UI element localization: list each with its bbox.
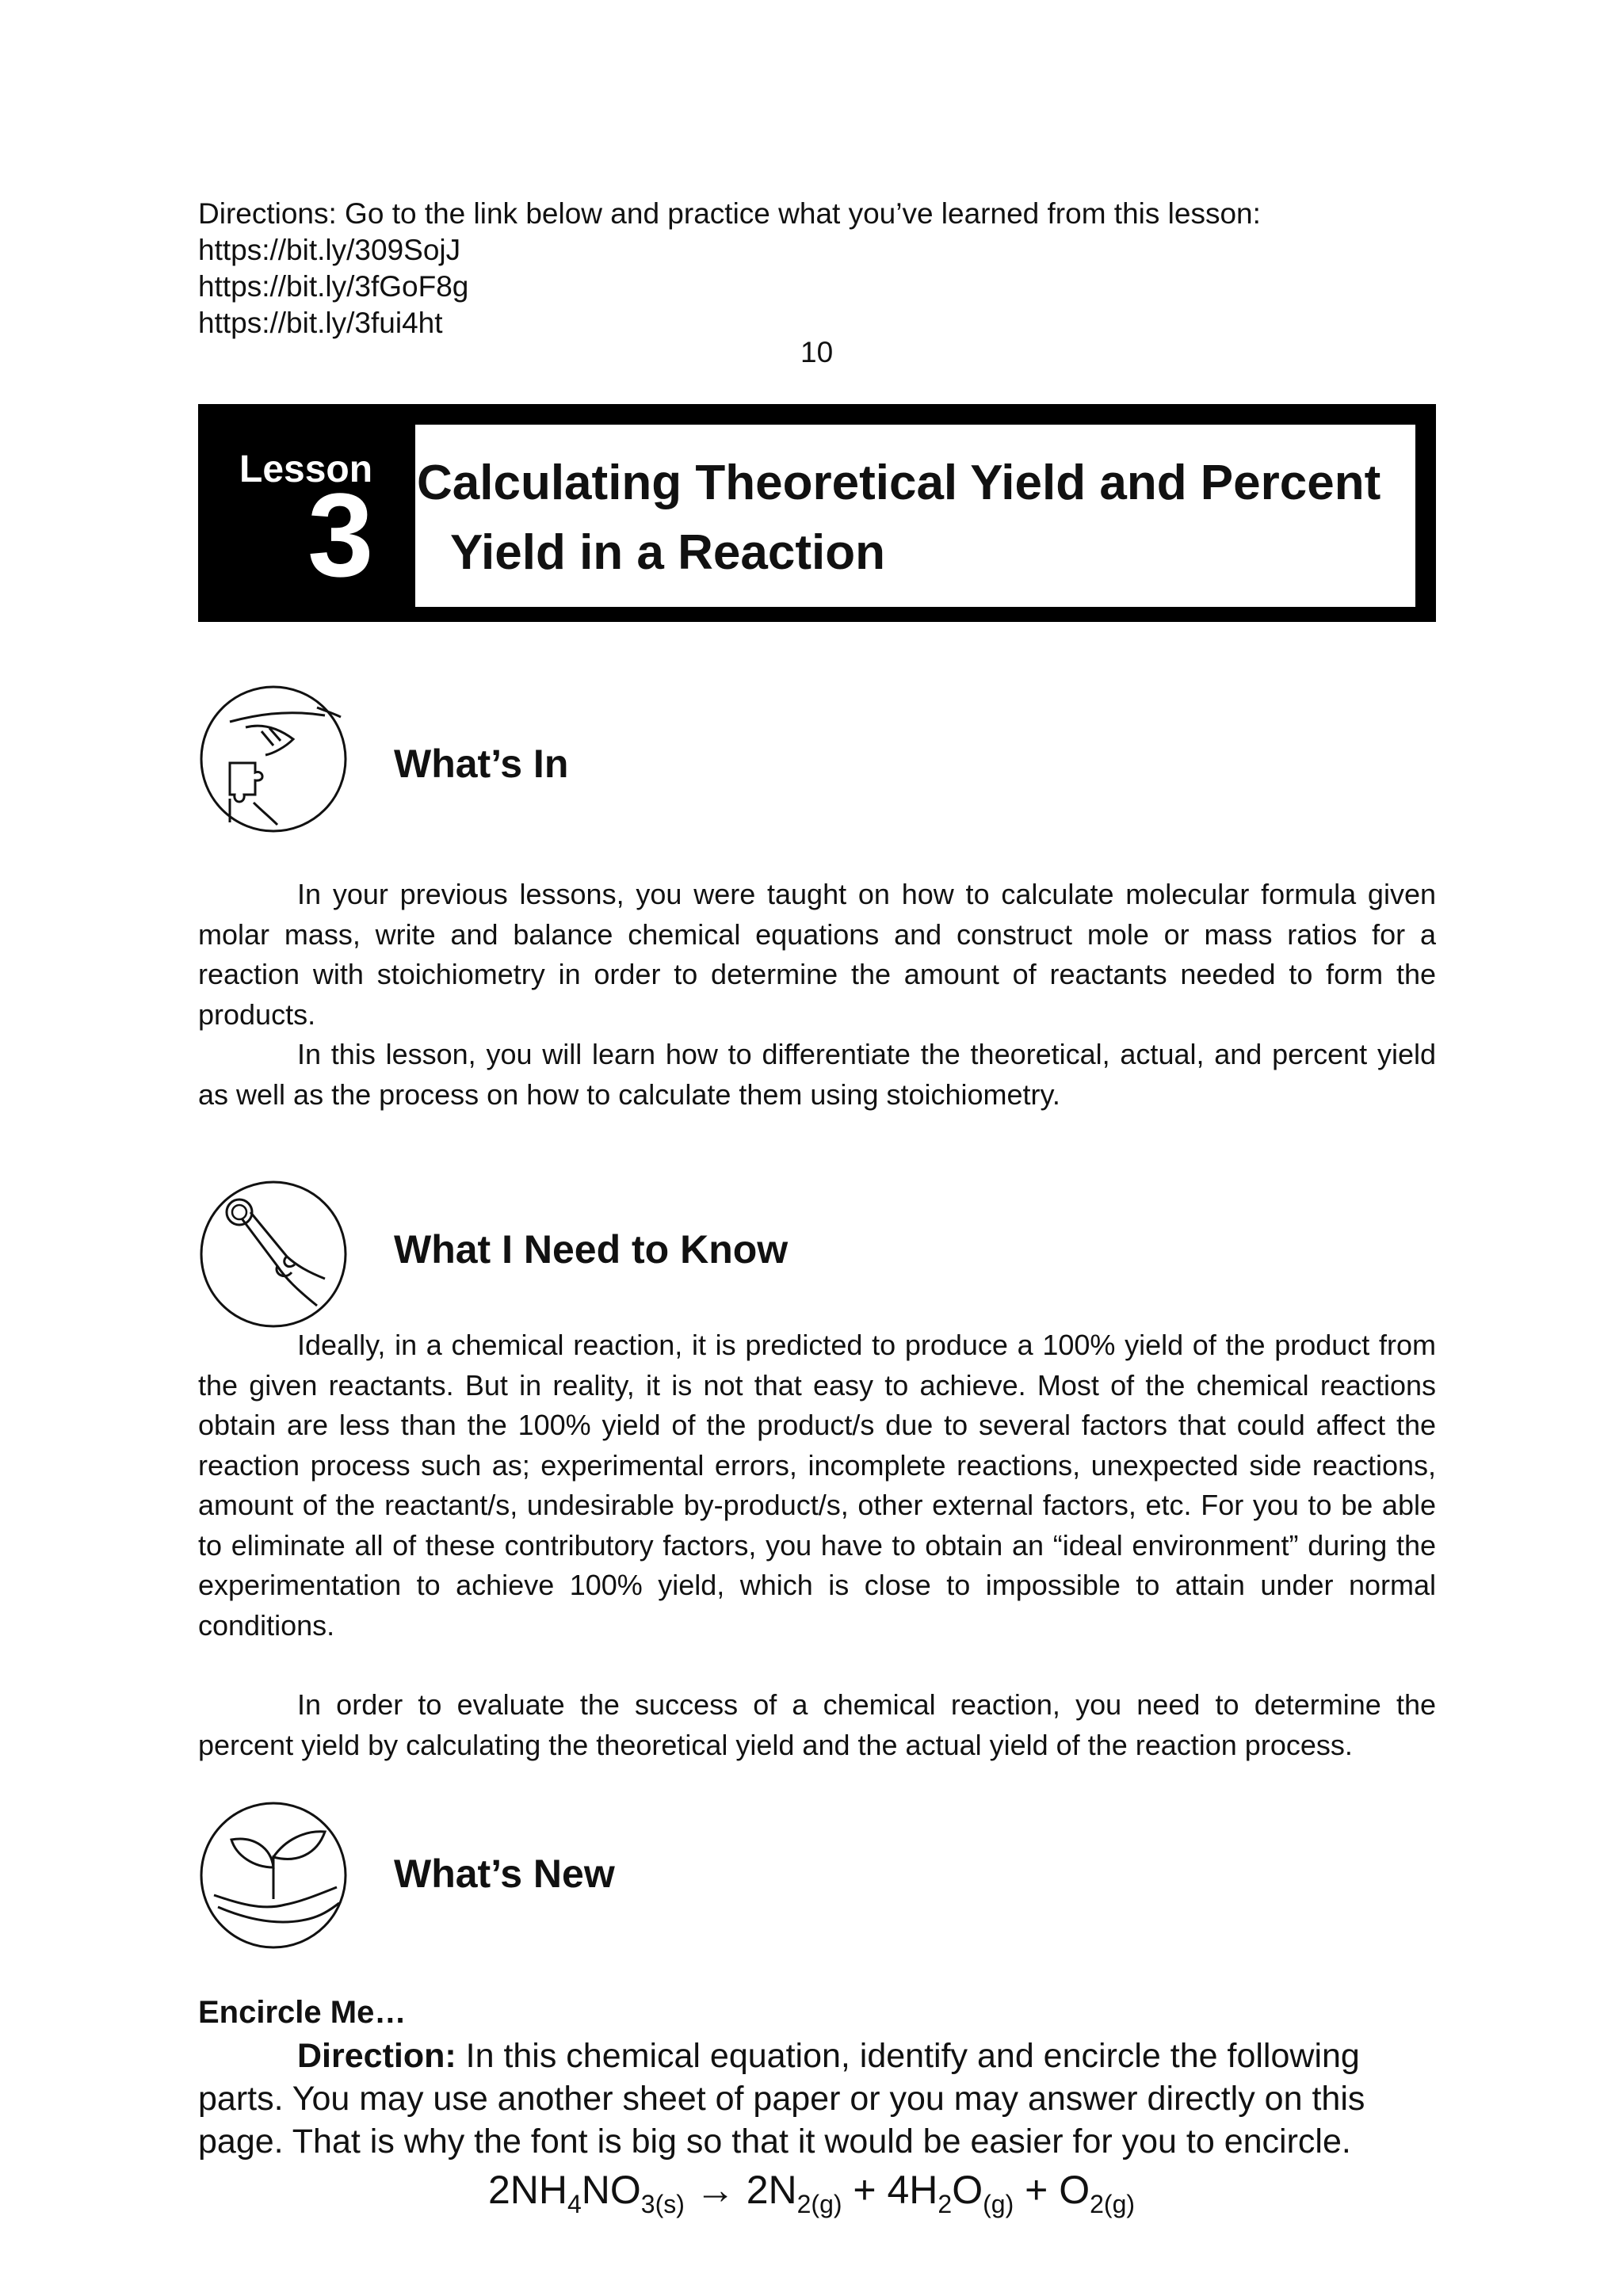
lesson-title-line1: Calculating Theoretical Yield and Percent bbox=[417, 456, 1381, 510]
link-3[interactable]: https://bit.ly/3fui4ht bbox=[198, 307, 443, 339]
whats-in-paragraph-1: In your previous lessons, you were taught on how to calculate molecular formula given molar mass, write and balance chemical equations and construct mole or mass ratios for a reaction with stoichiometry in order to determine the amount of reactants needed to form the products. bbox=[198, 878, 1436, 1031]
reactant-1-state: 3(s) bbox=[640, 2190, 685, 2218]
whats-in-paragraph-2: In this lesson, you will learn how to differentiate the theoretical, actual, and percent yield as well as the process on how to calculate them using stoichiometry. bbox=[198, 1038, 1436, 1111]
reactant-1: 2NH bbox=[487, 2168, 567, 2212]
what-i-need-to-know-heading: What I Need to Know bbox=[394, 1227, 789, 1272]
product-1: 2N bbox=[746, 2168, 797, 2212]
chemical-equation bbox=[0, 2167, 1623, 2219]
arrow: → bbox=[684, 2168, 747, 2212]
page-number: 10 bbox=[800, 336, 834, 368]
what-i-need-to-know-body bbox=[198, 1325, 1436, 1765]
product-1-sub: 2(g) bbox=[796, 2190, 842, 2218]
direction-text: In this chemical equation, identify and encircle the following parts. You may use another sheet of paper or you may answer directly on this page. That is why the font is big so that it would be easier for you to encircle. bbox=[198, 2037, 1365, 2161]
plus-1: + bbox=[842, 2168, 888, 2212]
hand-puzzle-icon bbox=[198, 684, 349, 834]
product-2: 4H bbox=[887, 2168, 938, 2212]
activity-direction bbox=[198, 2035, 1436, 2163]
direction-label: Direction: bbox=[297, 2037, 456, 2075]
product-2-state: (g) bbox=[983, 2190, 1014, 2218]
product-2-sub-1: 2 bbox=[938, 2190, 953, 2218]
what-i-need-to-know-paragraph-2: In order to evaluate the success of a chemical reaction, you need to determine the percent yield by calculating the theoretical yield and the actual yield of the reaction process. bbox=[198, 1688, 1436, 1761]
finger-press-icon bbox=[198, 1179, 349, 1329]
whats-in-body bbox=[198, 875, 1436, 1115]
lesson-number: 3 bbox=[307, 468, 374, 601]
product-3: O bbox=[1059, 2168, 1090, 2212]
whats-in-heading: What’s In bbox=[394, 742, 569, 786]
reactant-1-mid: NO bbox=[581, 2168, 641, 2212]
link-2[interactable]: https://bit.ly/3fGoF8g bbox=[198, 270, 469, 303]
lesson-title-box bbox=[411, 420, 1420, 612]
directions-text: Directions: Go to the link below and practice what you’ve learned from this lesson: bbox=[198, 197, 1261, 230]
product-2-mid: O bbox=[952, 2168, 983, 2212]
reactant-1-sub-1: 4 bbox=[567, 2190, 582, 2218]
lesson-banner bbox=[198, 404, 1436, 622]
what-i-need-to-know-paragraph-1: Ideally, in a chemical reaction, it is predicted to produce a 100% yield of the product from the given reactants. But in reality, it is not that easy to achieve. Most of the chemical reactions obtain are less than the 100% yield of the product/s due to several factors that could affect the reaction process such as; experimental errors, incomplete reactions, unexpected side reactions, amount of the reactant/s, undesirable by-product/s, other external factors, etc. For you to be able to eliminate all of these contributory factors, you have to obtain an “ideal environment” during the experimentation to achieve 100% yield, which is close to impossible to attain under normal conditions. bbox=[198, 1329, 1436, 1642]
hands-plant-icon bbox=[198, 1800, 349, 1951]
whats-new-heading: What’s New bbox=[394, 1852, 615, 1896]
lesson-label: Lesson bbox=[239, 448, 373, 490]
link-1[interactable]: https://bit.ly/309SojJ bbox=[198, 234, 461, 266]
activity-title: Encircle Me… bbox=[198, 1995, 407, 2030]
plus-2: + bbox=[1014, 2168, 1060, 2212]
lesson-title-line2: Yield in a Reaction bbox=[450, 525, 885, 580]
product-3-sub: 2(g) bbox=[1090, 2190, 1136, 2218]
